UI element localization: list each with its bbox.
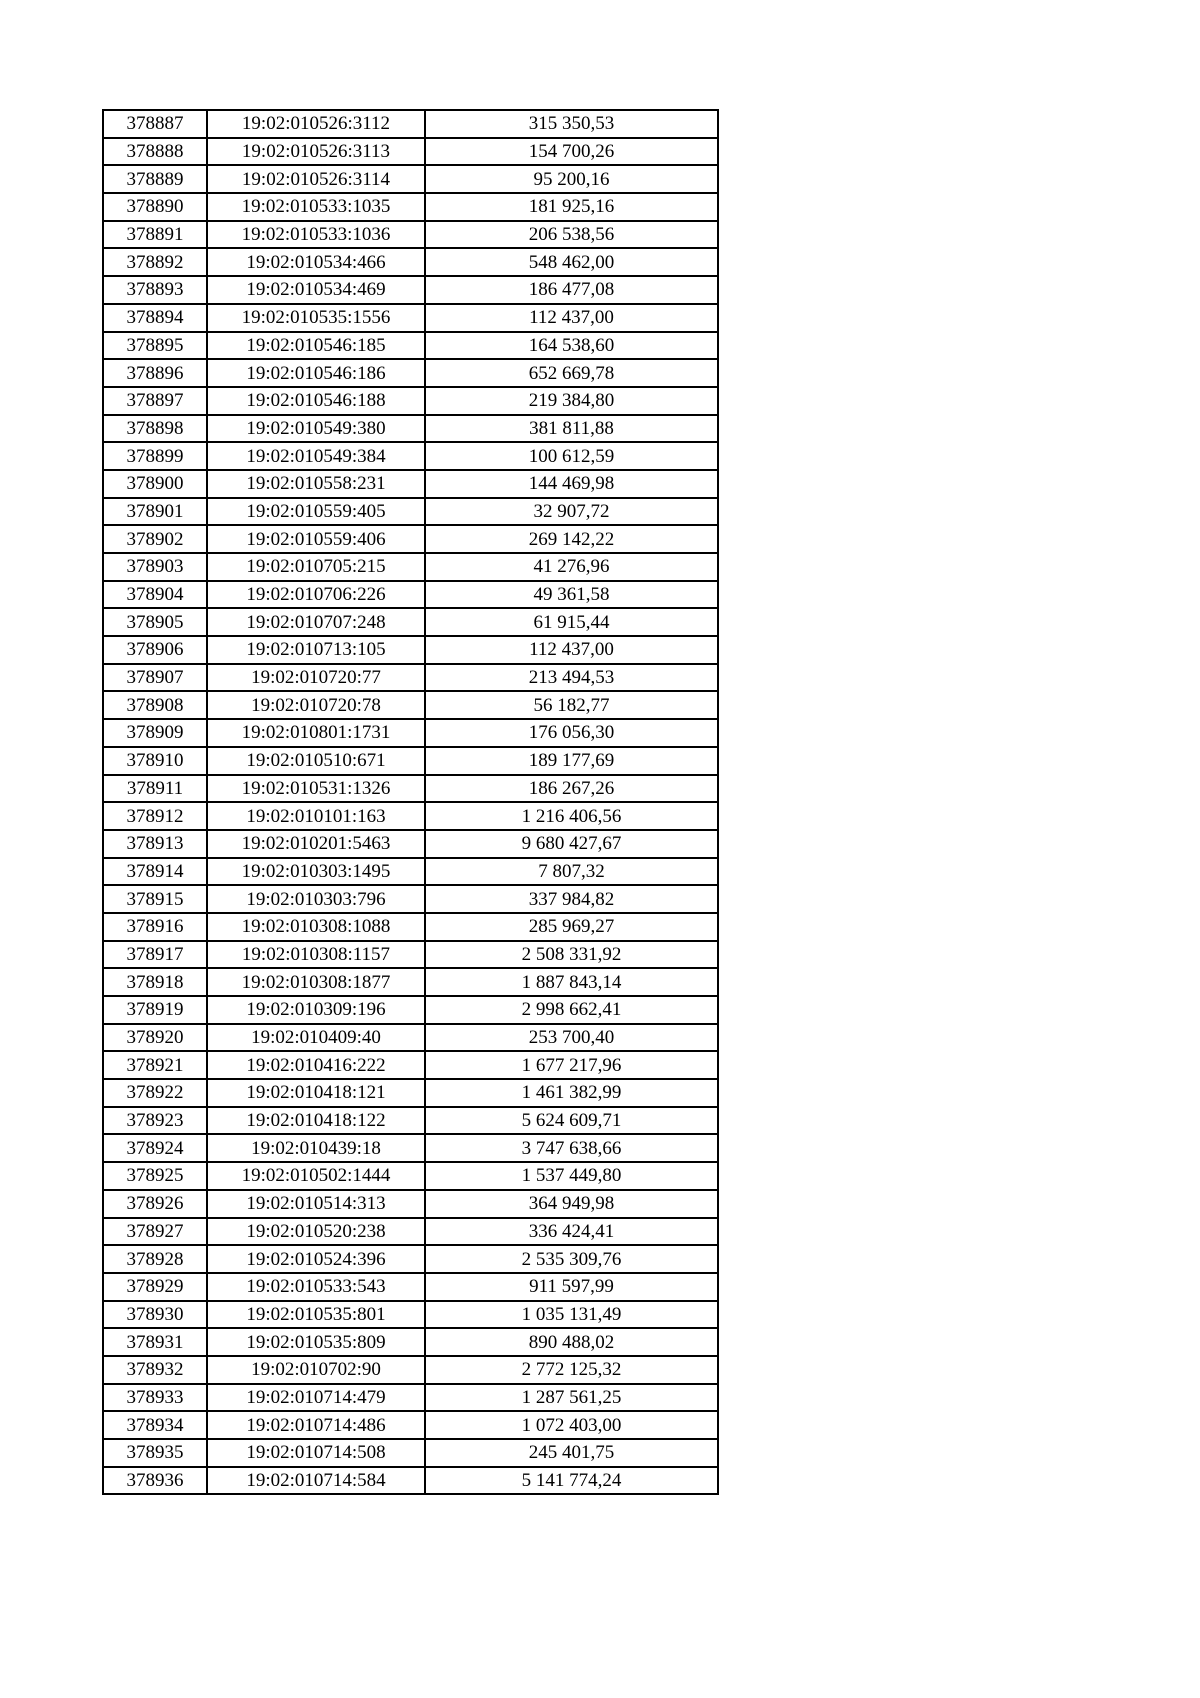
cadastral-value-cell: 181 925,16 [425, 193, 718, 221]
cadastral-value-cell: 2 535 309,76 [425, 1245, 718, 1273]
row-number-cell: 378920 [103, 1024, 207, 1052]
row-number-cell: 378887 [103, 110, 207, 138]
cadastral-value-cell: 41 276,96 [425, 553, 718, 581]
cadastral-number-cell: 19:02:010309:196 [207, 996, 425, 1024]
table-row [103, 608, 718, 636]
table-row [103, 1051, 718, 1079]
cadastral-number-cell: 19:02:010714:508 [207, 1439, 425, 1467]
table-row [103, 1301, 718, 1329]
cadastral-number-cell: 19:02:010526:3114 [207, 165, 425, 193]
row-number-cell: 378931 [103, 1328, 207, 1356]
table-row [103, 747, 718, 775]
row-number-cell: 378910 [103, 747, 207, 775]
table-row [103, 1162, 718, 1190]
cadastral-number-cell: 19:02:010526:3113 [207, 138, 425, 166]
cadastral-number-cell: 19:02:010714:584 [207, 1467, 425, 1495]
table-row [103, 636, 718, 664]
row-number-cell: 378893 [103, 276, 207, 304]
cadastral-value-cell: 1 216 406,56 [425, 802, 718, 830]
cadastral-value-cell: 364 949,98 [425, 1190, 718, 1218]
row-number-cell: 378933 [103, 1384, 207, 1412]
cadastral-value-cell: 285 969,27 [425, 913, 718, 941]
table-row [103, 304, 718, 332]
row-number-cell: 378909 [103, 719, 207, 747]
table-row [103, 830, 718, 858]
row-number-cell: 378900 [103, 470, 207, 498]
cadastral-number-cell: 19:02:010533:1035 [207, 193, 425, 221]
table-row [103, 138, 718, 166]
row-number-cell: 378895 [103, 332, 207, 360]
cadastral-number-cell: 19:02:010520:238 [207, 1218, 425, 1246]
row-number-cell: 378935 [103, 1439, 207, 1467]
cadastral-number-cell: 19:02:010549:384 [207, 442, 425, 470]
cadastral-number-cell: 19:02:010546:188 [207, 387, 425, 415]
row-number-cell: 378896 [103, 359, 207, 387]
row-number-cell: 378925 [103, 1162, 207, 1190]
cadastral-number-cell: 19:02:010720:77 [207, 664, 425, 692]
cadastral-value-cell: 32 907,72 [425, 498, 718, 526]
cadastral-value-cell: 176 056,30 [425, 719, 718, 747]
cadastral-value-table [102, 109, 719, 1495]
cadastral-number-cell: 19:02:010303:796 [207, 885, 425, 913]
cadastral-number-cell: 19:02:010418:121 [207, 1079, 425, 1107]
row-number-cell: 378908 [103, 691, 207, 719]
row-number-cell: 378924 [103, 1134, 207, 1162]
cadastral-number-cell: 19:02:010502:1444 [207, 1162, 425, 1190]
row-number-cell: 378921 [103, 1051, 207, 1079]
table-row [103, 525, 718, 553]
table-row [103, 1190, 718, 1218]
row-number-cell: 378888 [103, 138, 207, 166]
cadastral-value-cell: 186 477,08 [425, 276, 718, 304]
cadastral-number-cell: 19:02:010533:543 [207, 1273, 425, 1301]
table-row [103, 913, 718, 941]
row-number-cell: 378892 [103, 248, 207, 276]
cadastral-number-cell: 19:02:010707:248 [207, 608, 425, 636]
table-row [103, 553, 718, 581]
cadastral-value-cell: 95 200,16 [425, 165, 718, 193]
row-number-cell: 378902 [103, 525, 207, 553]
table-row [103, 193, 718, 221]
table-row [103, 1107, 718, 1135]
cadastral-number-cell: 19:02:010308:1877 [207, 968, 425, 996]
table-row [103, 775, 718, 803]
table-row [103, 165, 718, 193]
cadastral-value-cell: 61 915,44 [425, 608, 718, 636]
cadastral-value-cell: 3 747 638,66 [425, 1134, 718, 1162]
table-row [103, 1273, 718, 1301]
row-number-cell: 378927 [103, 1218, 207, 1246]
cadastral-value-cell: 1 461 382,99 [425, 1079, 718, 1107]
table-row [103, 387, 718, 415]
cadastral-number-cell: 19:02:010705:215 [207, 553, 425, 581]
table-row [103, 332, 718, 360]
cadastral-number-cell: 19:02:010531:1326 [207, 775, 425, 803]
table-row [103, 470, 718, 498]
table-row [103, 1079, 718, 1107]
cadastral-number-cell: 19:02:010714:479 [207, 1384, 425, 1412]
row-number-cell: 378894 [103, 304, 207, 332]
cadastral-value-cell: 144 469,98 [425, 470, 718, 498]
table-row [103, 941, 718, 969]
table-row [103, 221, 718, 249]
cadastral-value-cell: 213 494,53 [425, 664, 718, 692]
cadastral-value-cell: 206 538,56 [425, 221, 718, 249]
table-row [103, 276, 718, 304]
table-row [103, 691, 718, 719]
row-number-cell: 378897 [103, 387, 207, 415]
cadastral-number-cell: 19:02:010308:1088 [207, 913, 425, 941]
cadastral-value-cell: 189 177,69 [425, 747, 718, 775]
cadastral-value-cell: 7 807,32 [425, 858, 718, 886]
row-number-cell: 378913 [103, 830, 207, 858]
table-body [103, 110, 718, 1494]
row-number-cell: 378911 [103, 775, 207, 803]
table-row [103, 885, 718, 913]
table-row [103, 719, 718, 747]
cadastral-value-cell: 2 998 662,41 [425, 996, 718, 1024]
table-row [103, 1245, 718, 1273]
cadastral-value-cell: 56 182,77 [425, 691, 718, 719]
row-number-cell: 378889 [103, 165, 207, 193]
cadastral-number-cell: 19:02:010439:18 [207, 1134, 425, 1162]
cadastral-value-cell: 5 141 774,24 [425, 1467, 718, 1495]
cadastral-number-cell: 19:02:010546:185 [207, 332, 425, 360]
row-number-cell: 378934 [103, 1411, 207, 1439]
cadastral-value-cell: 253 700,40 [425, 1024, 718, 1052]
row-number-cell: 378923 [103, 1107, 207, 1135]
cadastral-number-cell: 19:02:010549:380 [207, 415, 425, 443]
table-row [103, 1024, 718, 1052]
table-row [103, 664, 718, 692]
table-row [103, 110, 718, 138]
cadastral-value-cell: 100 612,59 [425, 442, 718, 470]
table-row [103, 968, 718, 996]
table-row [103, 1218, 718, 1246]
row-number-cell: 378901 [103, 498, 207, 526]
row-number-cell: 378914 [103, 858, 207, 886]
cadastral-number-cell: 19:02:010559:406 [207, 525, 425, 553]
cadastral-number-cell: 19:02:010546:186 [207, 359, 425, 387]
cadastral-number-cell: 19:02:010418:122 [207, 1107, 425, 1135]
row-number-cell: 378890 [103, 193, 207, 221]
cadastral-value-cell: 9 680 427,67 [425, 830, 718, 858]
table-row [103, 1356, 718, 1384]
row-number-cell: 378936 [103, 1467, 207, 1495]
cadastral-number-cell: 19:02:010101:163 [207, 802, 425, 830]
table-row [103, 858, 718, 886]
row-number-cell: 378906 [103, 636, 207, 664]
cadastral-value-cell: 1 035 131,49 [425, 1301, 718, 1329]
cadastral-value-cell: 1 677 217,96 [425, 1051, 718, 1079]
table-row [103, 1467, 718, 1495]
table-row [103, 581, 718, 609]
row-number-cell: 378930 [103, 1301, 207, 1329]
table-row [103, 359, 718, 387]
row-number-cell: 378899 [103, 442, 207, 470]
cadastral-number-cell: 19:02:010558:231 [207, 470, 425, 498]
table-row [103, 1439, 718, 1467]
cadastral-value-cell: 245 401,75 [425, 1439, 718, 1467]
cadastral-number-cell: 19:02:010559:405 [207, 498, 425, 526]
row-number-cell: 378915 [103, 885, 207, 913]
cadastral-value-cell: 315 350,53 [425, 110, 718, 138]
row-number-cell: 378929 [103, 1273, 207, 1301]
row-number-cell: 378926 [103, 1190, 207, 1218]
table-row [103, 802, 718, 830]
cadastral-number-cell: 19:02:010533:1036 [207, 221, 425, 249]
cadastral-value-cell: 1 887 843,14 [425, 968, 718, 996]
row-number-cell: 378917 [103, 941, 207, 969]
cadastral-value-cell: 336 424,41 [425, 1218, 718, 1246]
cadastral-number-cell: 19:02:010535:809 [207, 1328, 425, 1356]
cadastral-number-cell: 19:02:010702:90 [207, 1356, 425, 1384]
cadastral-number-cell: 19:02:010409:40 [207, 1024, 425, 1052]
cadastral-number-cell: 19:02:010713:105 [207, 636, 425, 664]
cadastral-value-cell: 219 384,80 [425, 387, 718, 415]
cadastral-number-cell: 19:02:010706:226 [207, 581, 425, 609]
cadastral-value-cell: 652 669,78 [425, 359, 718, 387]
table-row [103, 996, 718, 1024]
cadastral-value-cell: 269 142,22 [425, 525, 718, 553]
cadastral-number-cell: 19:02:010526:3112 [207, 110, 425, 138]
row-number-cell: 378891 [103, 221, 207, 249]
cadastral-value-cell: 112 437,00 [425, 636, 718, 664]
cadastral-number-cell: 19:02:010514:313 [207, 1190, 425, 1218]
row-number-cell: 378916 [103, 913, 207, 941]
row-number-cell: 378922 [103, 1079, 207, 1107]
table-row [103, 1328, 718, 1356]
table-row [103, 415, 718, 443]
table-row [103, 1411, 718, 1439]
cadastral-value-cell: 381 811,88 [425, 415, 718, 443]
row-number-cell: 378928 [103, 1245, 207, 1273]
cadastral-number-cell: 19:02:010535:1556 [207, 304, 425, 332]
table-row [103, 248, 718, 276]
row-number-cell: 378932 [103, 1356, 207, 1384]
table-row [103, 1134, 718, 1162]
cadastral-number-cell: 19:02:010201:5463 [207, 830, 425, 858]
cadastral-value-cell: 154 700,26 [425, 138, 718, 166]
cadastral-number-cell: 19:02:010524:396 [207, 1245, 425, 1273]
cadastral-number-cell: 19:02:010510:671 [207, 747, 425, 775]
row-number-cell: 378905 [103, 608, 207, 636]
cadastral-number-cell: 19:02:010303:1495 [207, 858, 425, 886]
cadastral-value-cell: 548 462,00 [425, 248, 718, 276]
cadastral-value-cell: 890 488,02 [425, 1328, 718, 1356]
cadastral-number-cell: 19:02:010534:466 [207, 248, 425, 276]
cadastral-number-cell: 19:02:010416:222 [207, 1051, 425, 1079]
row-number-cell: 378903 [103, 553, 207, 581]
cadastral-number-cell: 19:02:010308:1157 [207, 941, 425, 969]
row-number-cell: 378919 [103, 996, 207, 1024]
cadastral-value-cell: 5 624 609,71 [425, 1107, 718, 1135]
cadastral-value-cell: 1 537 449,80 [425, 1162, 718, 1190]
cadastral-value-cell: 2 508 331,92 [425, 941, 718, 969]
table-row [103, 498, 718, 526]
cadastral-value-cell: 1 287 561,25 [425, 1384, 718, 1412]
cadastral-value-cell: 1 072 403,00 [425, 1411, 718, 1439]
cadastral-number-cell: 19:02:010801:1731 [207, 719, 425, 747]
cadastral-value-cell: 112 437,00 [425, 304, 718, 332]
cadastral-value-cell: 911 597,99 [425, 1273, 718, 1301]
table-row [103, 442, 718, 470]
cadastral-value-cell: 2 772 125,32 [425, 1356, 718, 1384]
row-number-cell: 378898 [103, 415, 207, 443]
row-number-cell: 378918 [103, 968, 207, 996]
row-number-cell: 378907 [103, 664, 207, 692]
cadastral-value-cell: 164 538,60 [425, 332, 718, 360]
cadastral-value-cell: 186 267,26 [425, 775, 718, 803]
cadastral-value-cell: 337 984,82 [425, 885, 718, 913]
row-number-cell: 378904 [103, 581, 207, 609]
cadastral-number-cell: 19:02:010535:801 [207, 1301, 425, 1329]
row-number-cell: 378912 [103, 802, 207, 830]
cadastral-number-cell: 19:02:010714:486 [207, 1411, 425, 1439]
table-row [103, 1384, 718, 1412]
cadastral-value-cell: 49 361,58 [425, 581, 718, 609]
cadastral-number-cell: 19:02:010534:469 [207, 276, 425, 304]
cadastral-number-cell: 19:02:010720:78 [207, 691, 425, 719]
